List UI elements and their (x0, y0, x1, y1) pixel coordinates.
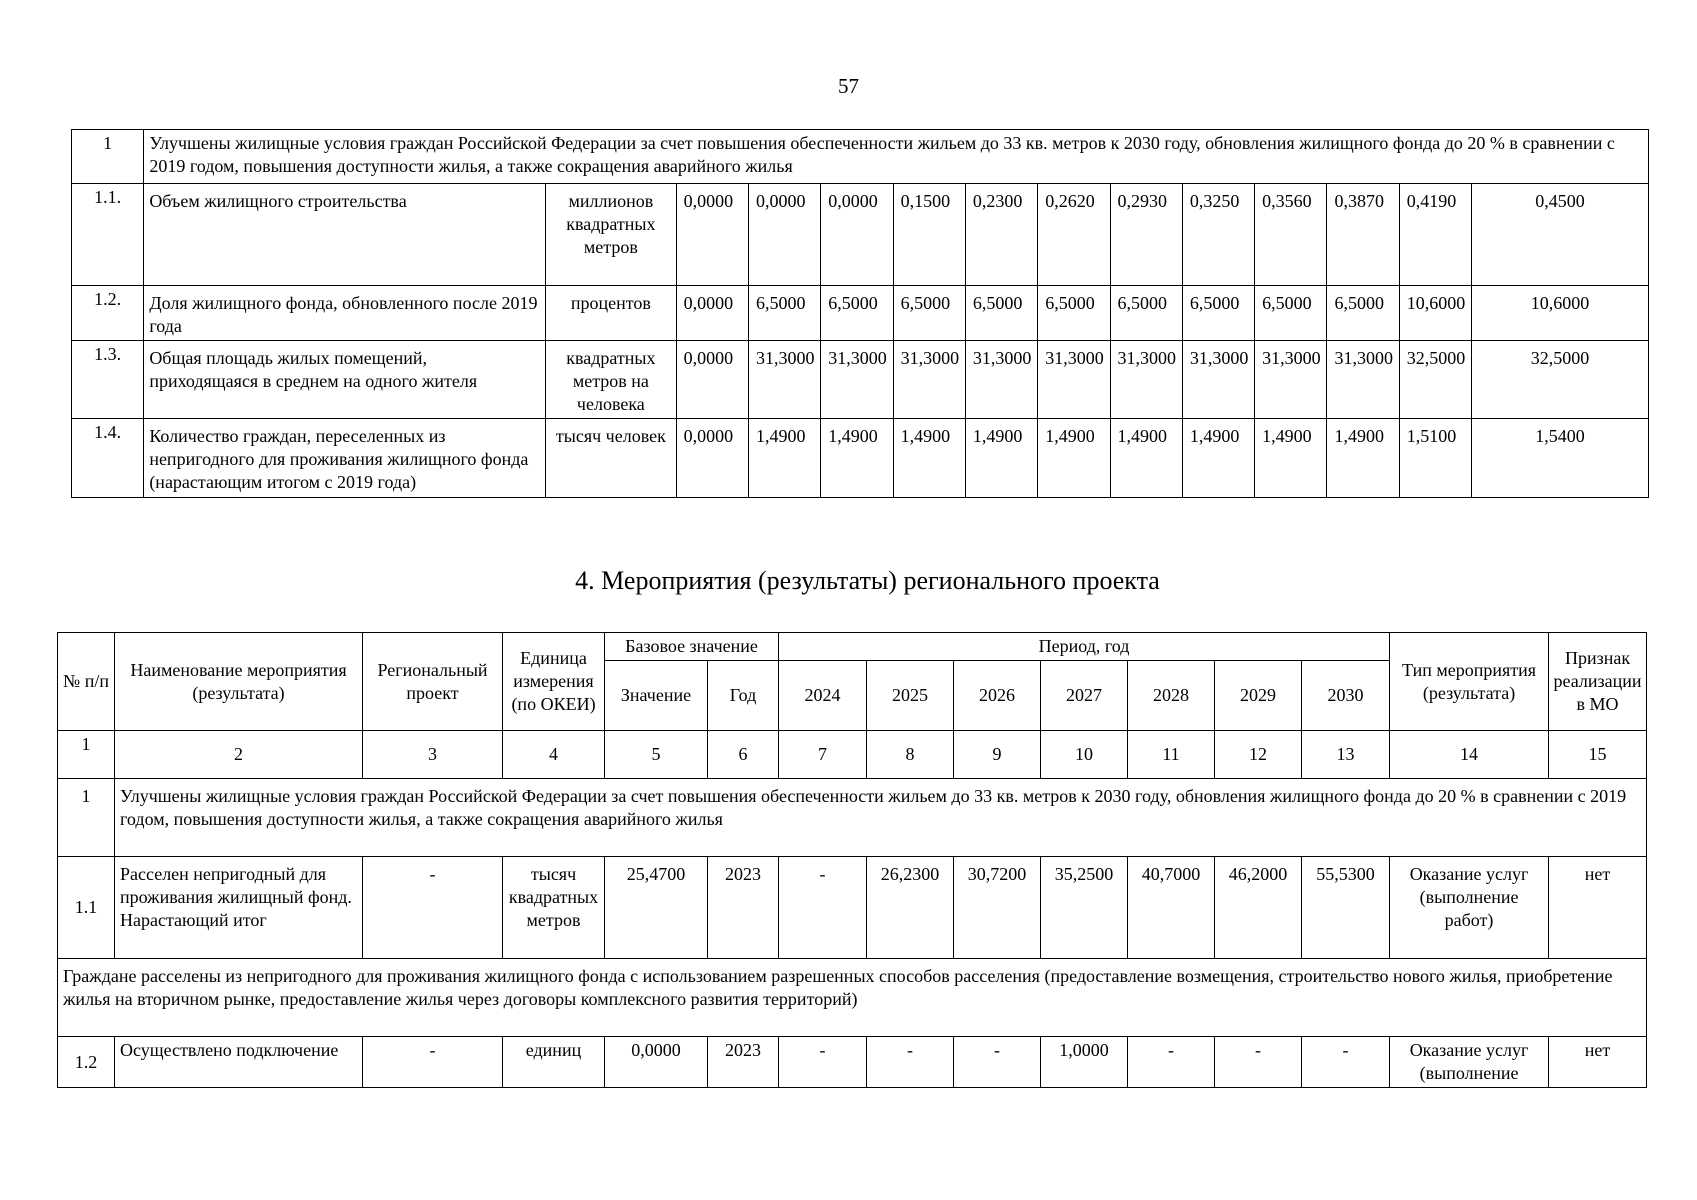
value-cell: 1,4900 (748, 419, 820, 498)
column-index: 9 (954, 731, 1041, 779)
header-year: 2027 (1041, 661, 1128, 731)
header-num: № п/п (58, 633, 115, 731)
value-cell: 0,4190 (1399, 184, 1471, 286)
value-cell: 0,3250 (1182, 184, 1254, 286)
activity-name: Расселен непригодный для проживания жилищный фонд. Нарастающий итог (115, 857, 363, 959)
year-value-cell: 1,0000 (1041, 1037, 1128, 1088)
goal-row (72, 130, 1649, 184)
value-cell: 0,0000 (821, 184, 893, 286)
page-number: 57 (838, 74, 859, 98)
header-unit: Единица измерения (по ОКЕИ) (503, 633, 605, 731)
value-cell: 1,4900 (1182, 419, 1254, 498)
header-period: Период, год (779, 633, 1390, 661)
value-cell: 1,4900 (893, 419, 965, 498)
year-value-cell: - (779, 857, 867, 959)
row-number: 1.3. (72, 341, 144, 419)
indicator-row (72, 286, 1649, 341)
final-value-cell: 1,5400 (1472, 419, 1649, 498)
year-value-cell: 35,2500 (1041, 857, 1128, 959)
header-year: 2025 (867, 661, 954, 731)
value-cell: 1,5100 (1399, 419, 1471, 498)
value-cell: 6,5000 (1255, 286, 1327, 341)
header-year: 2026 (954, 661, 1041, 731)
unit-cell: миллионов квадратных метров (546, 184, 677, 286)
value-cell: 1,4900 (1255, 419, 1327, 498)
base-year-cell: 2023 (708, 1037, 779, 1088)
goal-number: 1 (72, 130, 144, 184)
column-index: 3 (363, 731, 503, 779)
value-cell: 1,4900 (1110, 419, 1182, 498)
header-base: Базовое значение (605, 633, 779, 661)
header-row (58, 633, 1647, 661)
column-index: 12 (1215, 731, 1302, 779)
value-cell: 1,4900 (1038, 419, 1110, 498)
column-index: 11 (1128, 731, 1215, 779)
year-value-cell: - (867, 1037, 954, 1088)
unit-cell: процентов (546, 286, 677, 341)
value-cell: 6,5000 (1327, 286, 1399, 341)
column-index: 6 (708, 731, 779, 779)
value-cell: 1,4900 (821, 419, 893, 498)
indicator-row (72, 419, 1649, 498)
column-index: 5 (605, 731, 708, 779)
header-sign: Признак реализации в МО (1549, 633, 1647, 731)
value-cell: 31,3000 (1182, 341, 1254, 419)
column-index: 10 (1041, 731, 1128, 779)
value-cell: 6,5000 (748, 286, 820, 341)
value-cell: 6,5000 (1182, 286, 1254, 341)
column-index: 8 (867, 731, 954, 779)
value-cell: 0,2300 (965, 184, 1037, 286)
base-year-cell: 2023 (708, 857, 779, 959)
unit-cell: тысяч человек (546, 419, 677, 498)
unit-cell: тысяч квадратных метров (503, 857, 605, 959)
column-index: 1 (58, 731, 115, 779)
value-cell: 0,0000 (676, 341, 748, 419)
indicator-name: Доля жилищного фонда, обновленного после 2019 года (144, 286, 546, 341)
indicator-name: Объем жилищного строительства (144, 184, 546, 286)
column-index-row (58, 731, 1647, 779)
value-cell: 0,0000 (676, 184, 748, 286)
indicators-table (71, 129, 1649, 498)
year-value-cell: 26,2300 (867, 857, 954, 959)
value-cell: 0,1500 (893, 184, 965, 286)
activity-row (58, 1037, 1647, 1088)
indicator-name: Общая площадь жилых помещений, приходящаяся в среднем на одного жителя (144, 341, 546, 419)
value-cell: 0,0000 (748, 184, 820, 286)
value-cell: 0,0000 (676, 419, 748, 498)
section-title: 4. Мероприятия (результаты) регионального проекта (575, 566, 1160, 595)
value-cell: 31,3000 (893, 341, 965, 419)
value-cell: 6,5000 (965, 286, 1037, 341)
year-value-cell: 46,2000 (1215, 857, 1302, 959)
indicator-name: Количество граждан, переселенных из непригодного для проживания жилищного фонда (нарастающим итогом с 2019 года) (144, 419, 546, 498)
value-cell: 31,3000 (1255, 341, 1327, 419)
year-value-cell: 40,7000 (1128, 857, 1215, 959)
value-cell: 10,6000 (1399, 286, 1471, 341)
header-year: 2028 (1128, 661, 1215, 731)
value-cell: 31,3000 (965, 341, 1037, 419)
value-cell: 31,3000 (1038, 341, 1110, 419)
year-value-cell: 55,5300 (1302, 857, 1390, 959)
value-cell: 0,2930 (1110, 184, 1182, 286)
column-index: 15 (1549, 731, 1647, 779)
header-name: Наименование мероприятия (результата) (115, 633, 363, 731)
goal-row (58, 779, 1647, 857)
value-cell: 1,4900 (965, 419, 1037, 498)
value-cell: 6,5000 (1038, 286, 1110, 341)
final-value-cell: 0,4500 (1472, 184, 1649, 286)
row-number: 1.4. (72, 419, 144, 498)
base-value-cell: 25,4700 (605, 857, 708, 959)
column-index: 7 (779, 731, 867, 779)
header-year: 2030 (1302, 661, 1390, 731)
value-cell: 31,3000 (1110, 341, 1182, 419)
value-cell: 0,0000 (676, 286, 748, 341)
value-cell: 31,3000 (821, 341, 893, 419)
base-value-cell: 0,0000 (605, 1037, 708, 1088)
project-cell: - (363, 857, 503, 959)
value-cell: 0,3560 (1255, 184, 1327, 286)
project-cell: - (363, 1037, 503, 1088)
year-value-cell: - (1302, 1037, 1390, 1088)
value-cell: 0,3870 (1327, 184, 1399, 286)
value-cell: 1,4900 (1327, 419, 1399, 498)
value-cell: 6,5000 (821, 286, 893, 341)
header-base-year: Год (708, 661, 779, 731)
indicator-row (72, 341, 1649, 419)
activity-row (58, 857, 1647, 959)
year-value-cell: - (1128, 1037, 1215, 1088)
year-value-cell: - (779, 1037, 867, 1088)
value-cell: 31,3000 (1327, 341, 1399, 419)
header-type: Тип мероприятия (результата) (1390, 633, 1549, 731)
column-index: 4 (503, 731, 605, 779)
value-cell: 32,5000 (1399, 341, 1471, 419)
row-number: 1.2 (58, 1037, 115, 1088)
header-base-value: Значение (605, 661, 708, 731)
goal-number: 1 (58, 779, 115, 857)
sign-cell: нет (1549, 857, 1647, 959)
unit-cell: квадратных метров на человека (546, 341, 677, 419)
activities-table (57, 632, 1647, 1088)
final-value-cell: 10,6000 (1472, 286, 1649, 341)
row-number: 1.2. (72, 286, 144, 341)
sign-cell: нет (1549, 1037, 1647, 1088)
column-index: 2 (115, 731, 363, 779)
final-value-cell: 32,5000 (1472, 341, 1649, 419)
year-value-cell: 30,7200 (954, 857, 1041, 959)
value-cell: 31,3000 (748, 341, 820, 419)
note-text: Граждане расселены из непригодного для проживания жилищного фонда с использованием разрешенных способов расселения (предоставление возмещения, строительство нового жилья, приобретение жилья на вторичном рынке, предоставление жилья через договоры комплексного развития территорий) (58, 959, 1647, 1037)
type-cell: Оказание услуг (выполнение (1390, 1037, 1549, 1088)
year-value-cell: - (1215, 1037, 1302, 1088)
header-project: Региональный проект (363, 633, 503, 731)
row-number: 1.1. (72, 184, 144, 286)
header-year: 2029 (1215, 661, 1302, 731)
header-year: 2024 (779, 661, 867, 731)
year-value-cell: - (954, 1037, 1041, 1088)
value-cell: 6,5000 (893, 286, 965, 341)
column-index: 14 (1390, 731, 1549, 779)
column-index: 13 (1302, 731, 1390, 779)
row-number: 1.1 (58, 857, 115, 959)
goal-text: Улучшены жилищные условия граждан Российской Федерации за счет повышения обеспеченности жильем до 33 кв. метров к 2030 году, обновления жилищного фонда до 20 % в сравнении с 2019 годом, повышения доступности жилья, а также сокращения аварийного жилья (144, 130, 1649, 184)
value-cell: 0,2620 (1038, 184, 1110, 286)
unit-cell: единиц (503, 1037, 605, 1088)
type-cell: Оказание услуг (выполнение работ) (1390, 857, 1549, 959)
activity-name: Осуществлено подключение (115, 1037, 363, 1088)
goal-text: Улучшены жилищные условия граждан Российской Федерации за счет повышения обеспеченности жильем до 33 кв. метров к 2030 году, обновления жилищного фонда до 20 % в сравнении с 2019 годом, повышения доступности жилья, а также сокращения аварийного жилья (115, 779, 1647, 857)
indicator-row (72, 184, 1649, 286)
value-cell: 6,5000 (1110, 286, 1182, 341)
note-row (58, 959, 1647, 1037)
